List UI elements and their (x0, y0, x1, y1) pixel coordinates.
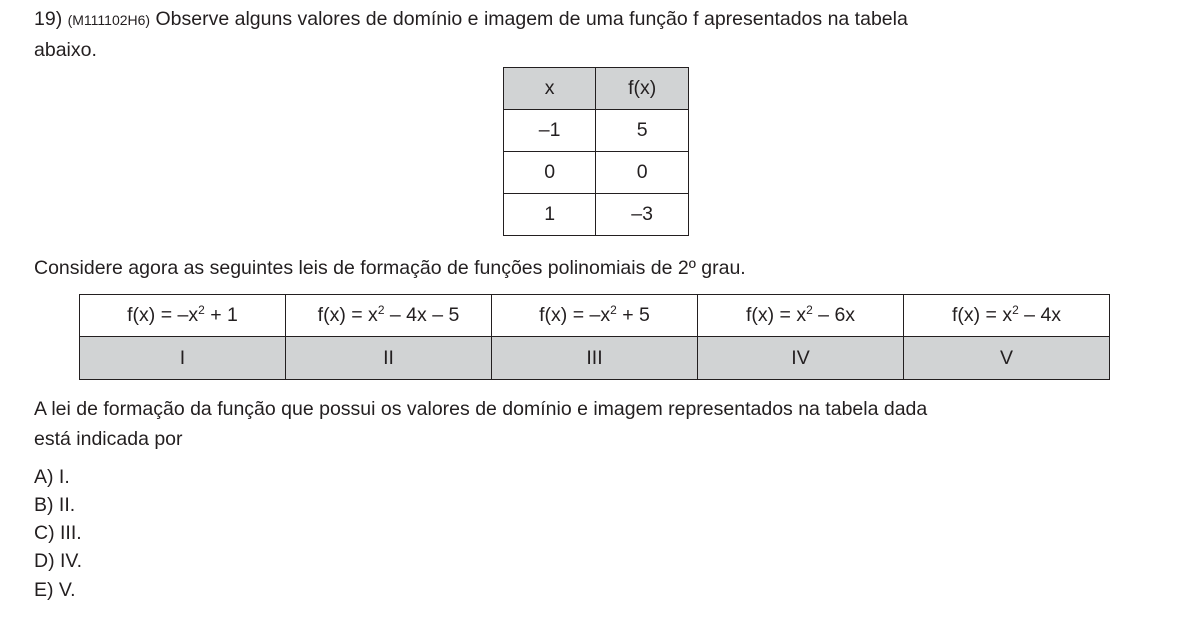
prompt-line2: está indicada por (34, 428, 183, 450)
header-fx: f(x) (596, 68, 689, 110)
laws-formula-row (80, 295, 1110, 337)
consider-text: Considere agora as seguintes leis de formação de funções polinomiais de 2º grau. (34, 257, 746, 279)
law-roman: II (286, 337, 492, 380)
table-row (504, 110, 689, 152)
cell-x: 1 (504, 194, 596, 236)
prompt-line1: A lei de formação da função que possui os valores de domínio e imagem representados na tabela dada (34, 398, 928, 420)
option-d[interactable]: D) IV. (34, 550, 83, 572)
header-x: x (504, 68, 596, 110)
question-number: 19) (34, 8, 63, 30)
law-formula: $f(x) = x^2 - 4x - 5$ (286, 295, 492, 337)
table-row (504, 194, 689, 236)
question-code: (M111102H6) (67, 12, 151, 28)
law-roman: I (80, 337, 286, 380)
option-a[interactable]: A) I. (34, 466, 70, 488)
law-formula: $f(x) = x^2 - 6x$ (698, 295, 904, 337)
option-b[interactable]: B) II. (34, 494, 76, 516)
question-text-line2: abaixo. (34, 39, 97, 61)
values-table (503, 67, 689, 236)
option-e[interactable]: E) V. (34, 579, 76, 601)
cell-x: –1 (504, 110, 596, 152)
question-header (34, 7, 908, 32)
cell-fx: –3 (596, 194, 689, 236)
option-c[interactable]: C) III. (34, 522, 82, 544)
cell-fx: 5 (596, 110, 689, 152)
law-roman: IV (698, 337, 904, 380)
cell-fx: 0 (596, 152, 689, 194)
values-table-header (504, 68, 689, 110)
law-formula: $f(x) = -x^2 + 5$ (492, 295, 698, 337)
law-formula: $f(x) = -x^2 + 1$ (80, 295, 286, 337)
table-row (504, 152, 689, 194)
question-text-line1: Observe alguns valores de domínio e imagem de uma função f apresentados na tabela (155, 8, 908, 30)
laws-table (79, 294, 1110, 380)
law-formula: $f(x) = x^2 - 4x$ (904, 295, 1110, 337)
laws-roman-row (80, 337, 1110, 380)
law-roman: V (904, 337, 1110, 380)
law-roman: III (492, 337, 698, 380)
cell-x: 0 (504, 152, 596, 194)
